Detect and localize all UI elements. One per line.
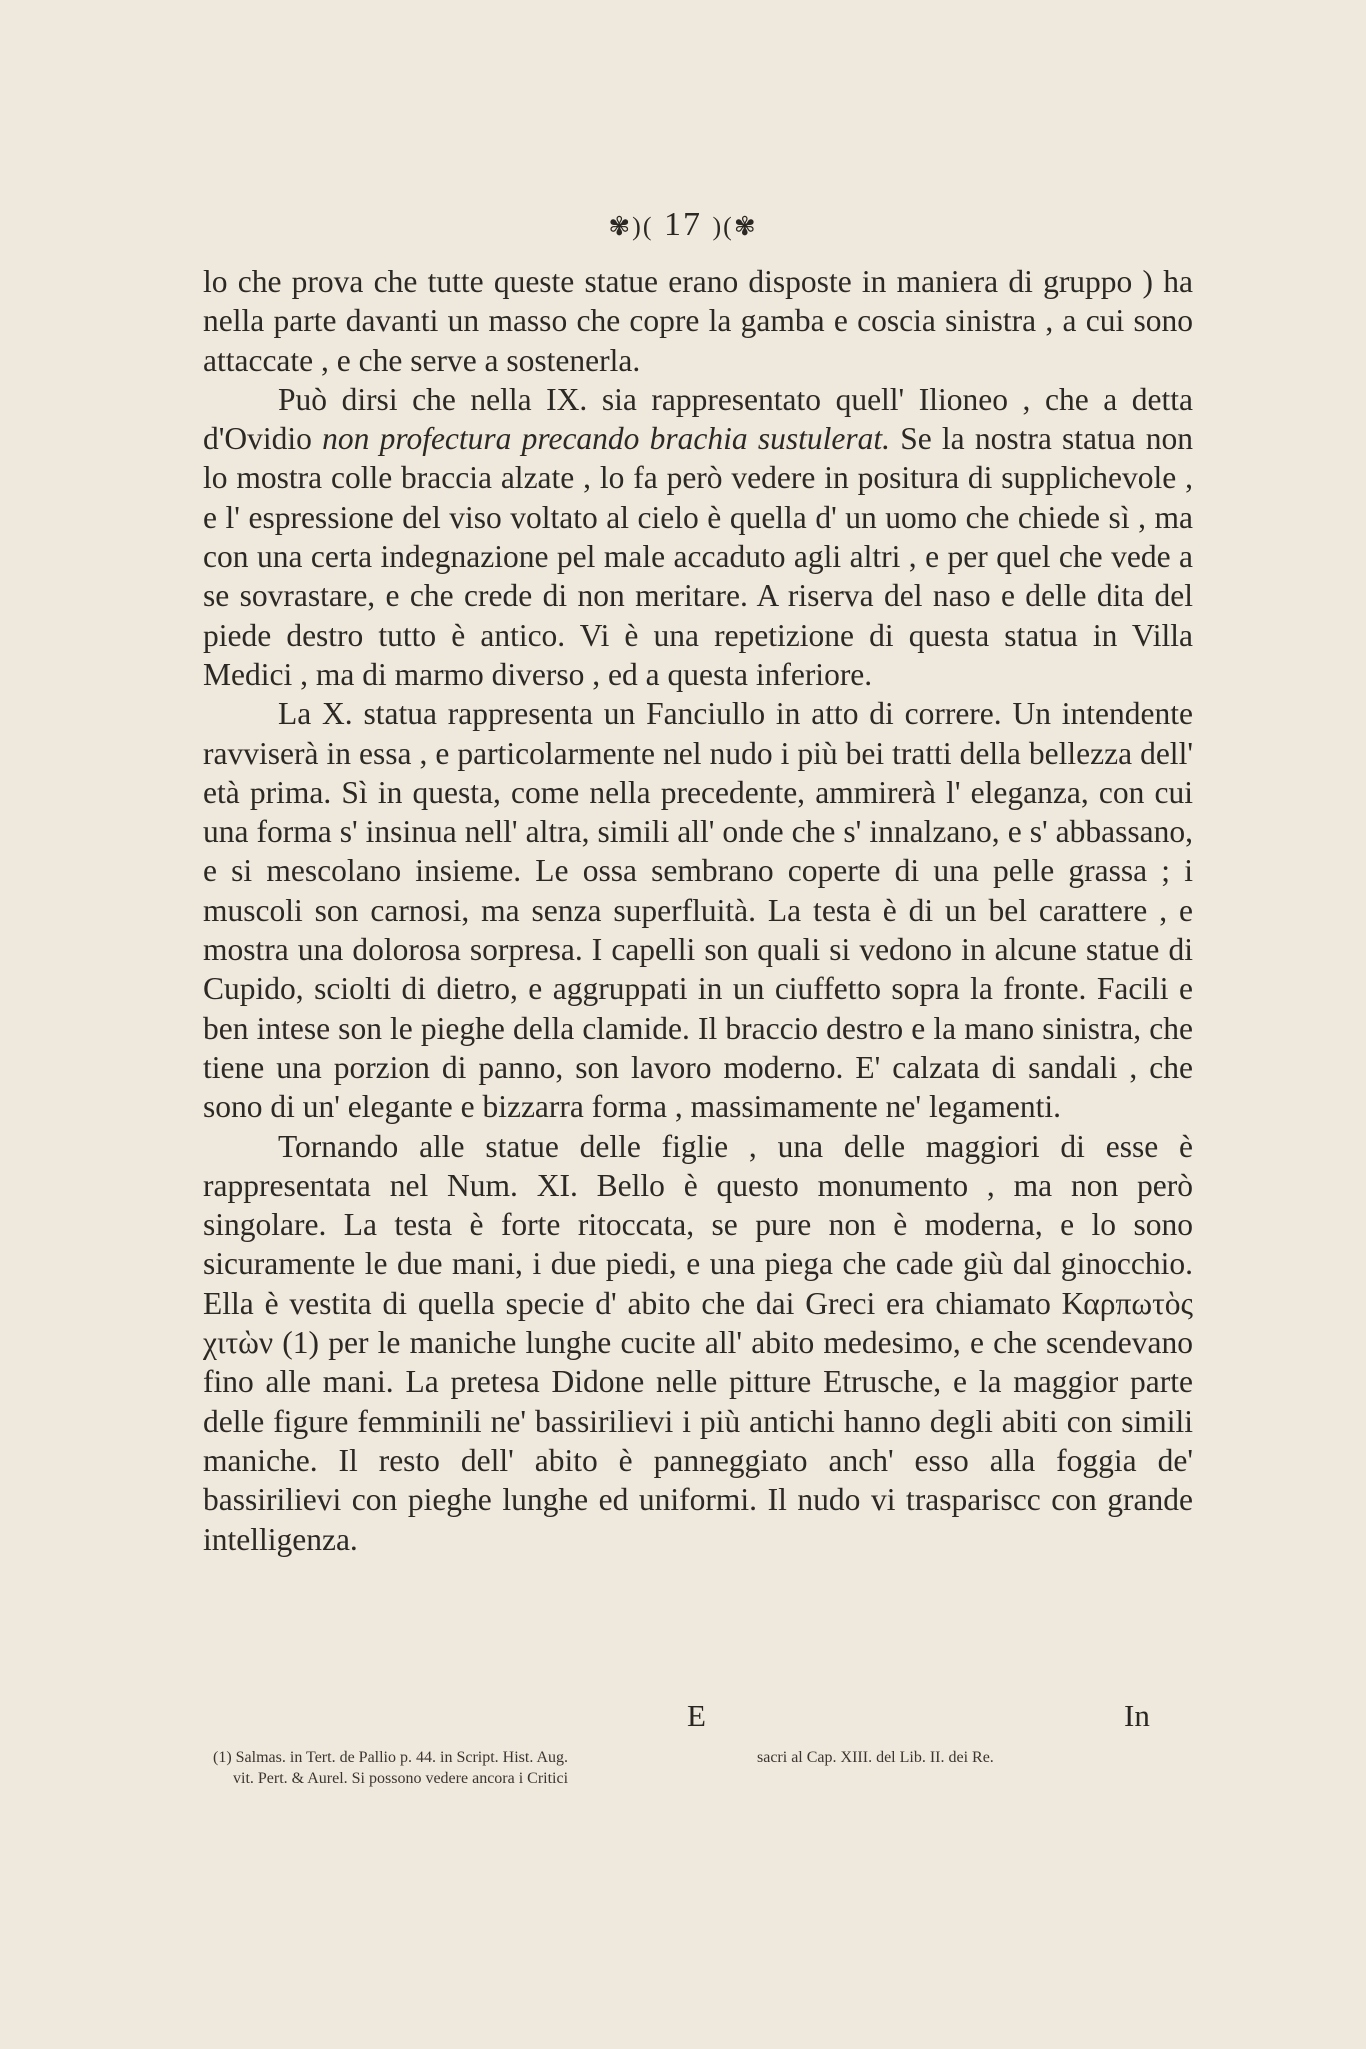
paragraph-2 (203, 380, 1193, 694)
paragraph-2-end: Se la nostra statua non lo mostra colle braccia alzate , lo fa però vedere in positura di supplichevole , e l' espressione del viso voltato al cielo è quella d' un uomo che chiede sì , ma con una certa indegnazione pel male accaduto agli altri , e per quel che vede a se sovrastare, e che crede di non meritare. A riserva del naso e delle dita del piede destro tutto è antico. Vi è una repetizione di questa statua in Villa Medici , ma di marmo diverso , ed a questa inferiore. (203, 421, 1193, 692)
footnote-line: sacri al Cap. XIII. del Lib. II. dei Re. (757, 1749, 994, 1766)
right-ornament-icon: )(✾ (712, 212, 758, 242)
paragraph-3: La X. statua rappresenta un Fanciullo in atto di correre. Un intendente ravviserà in essa , e particolarmente nel nudo i più bei tratti della bellezza dell' età prima. Sì in questa, come nella precedente, ammirerà l' eleganza, con cui una forma s' insinua nell' altra, simili all' onde che s' innalzano, e s' abbassano, e si mescolano insieme. Le ossa sembrano coperte di una pelle grassa ; i muscoli son carnosi, ma senza superfluità. La testa è di un bel carattere , e mostra una dolorosa sorpresa. I capelli son quali si vedono in alcune statue di Cupido, sciolti di dietro, e aggruppati in un ciuffetto sopra la fronte. Facili e ben intese son le pieghe della clamide. Il braccio destro e la mano sinistra, che tiene una porzion di panno, son lavoro moderno. E' calzata di sandali , che sono di un' elegante e bizzarra forma , massimamente ne' legamenti. (203, 696, 1193, 1125)
footnote-left-column (213, 1747, 713, 1789)
page-number: 17 (664, 206, 702, 243)
body-text (203, 262, 1193, 1559)
signature-mark: E (687, 1698, 706, 1733)
page-header (0, 206, 1366, 244)
left-ornament-icon: ✾)( (608, 212, 654, 242)
footnote-line: vit. Pert. & Aurel. Si possono vedere ancora i Critici (233, 1770, 569, 1787)
paragraph-4: Tornando alle statue delle figlie , una delle maggiori di esse è rappresentata nel Num. XI. Bello è questo monumento , ma non però singolare. La testa è forte ritoccata, se pure non è moderna, e lo sono sicuramente le due mani, i due piedi, e una piega che cade giù dal ginocchio. Ella è vestita di quella specie d' abito che dai Greci era chiamato Καρπωτὸς χιτὼν (1) per le maniche lunghe cucite all' abito medesimo, e che scendevano fino alle mani. La pretesa Didone nelle pitture Etrusche, e la maggior parte delle figure femminili ne' bassirilievi i più antichi hanno degli abiti con simili maniche. Il resto dell' abito è panneggiato anch' esso alla foggia de' bassirilievi con pieghe lunghe ed uniformi. Il nudo vi traspariscc con grande intelligenza. (203, 1128, 1193, 1557)
paragraph-2-start: Può dirsi che nella IX. sia rappresentato quell' Ilioneo , che a detta d'Ovidio (203, 381, 1193, 457)
paragraph-1: lo che prova che tutte queste statue erano disposte in maniera di gruppo ) ha nella parte davanti un masso che copre la gamba e coscia sinistra , a cui sono attaccate , e che serve a sostenerla. (203, 264, 1193, 378)
catchword: In (1124, 1698, 1150, 1733)
ovid-quote: non profectura precando brachia sustulerat. (322, 421, 890, 457)
footnote-line: (1) Salmas. in Tert. de Pallio p. 44. in Script. Hist. Aug. (213, 1749, 569, 1766)
signature-line (0, 1698, 1366, 1738)
footnote-right-column (757, 1747, 1157, 1768)
